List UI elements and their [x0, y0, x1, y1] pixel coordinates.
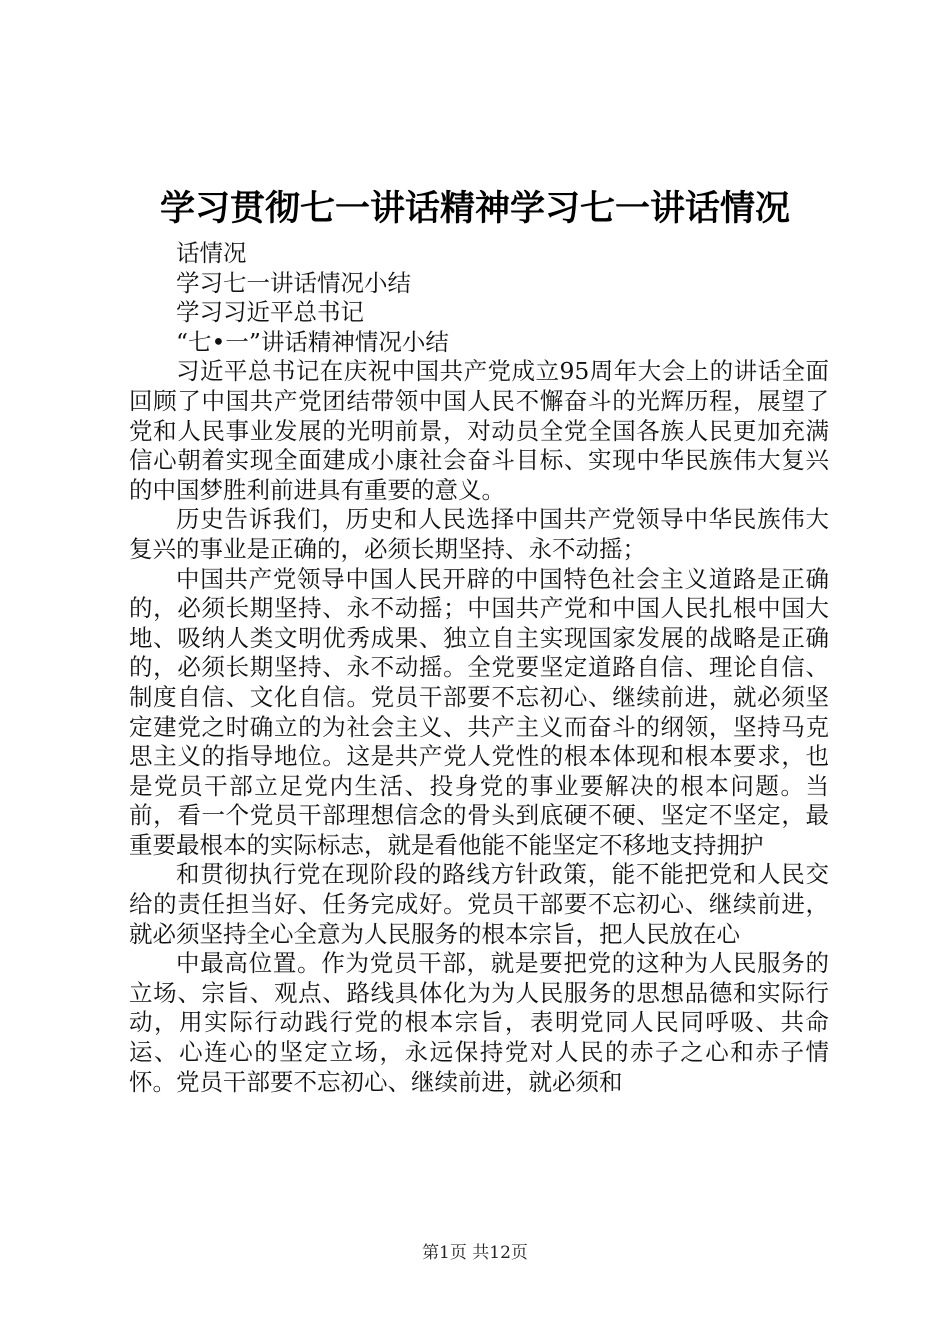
document-title: 学习贯彻七一讲话精神学习七一讲话情况: [159, 188, 790, 229]
paragraph: 中国共产党领导中国人民开辟的中国特色社会主义道路是正确的，必须长期坚持、永不动摇；中国共产党和中国人民扎根中国大地、吸纳人类文明优秀成果、独立自主实现国家发展的战略是正确的，必须长期坚持、永不动摇。全党要坚定道路自信、理论自信、制度自信、文化自信。党员干部要不忘初心、继续前进，就必须坚定建党之时确立的为社会主义、共产主义而奋斗的纲领，坚持马克思主义的指导地位。这是共产党人党性的根本体现和根本要求，也是党员干部立足党内生活、投身党的事业要解决的根本问题。当前，看一个党员干部理想信念的骨头到底硬不硬、坚定不坚定，最重要最根本的实际标志，就是看他能不能坚定不移地支持拥护: [129, 564, 829, 859]
paragraph: 历史告诉我们，历史和人民选择中国共产党领导中华民族伟大复兴的事业是正确的，必须长期坚持、永不动摇；: [129, 505, 829, 563]
document-body: [129, 239, 829, 1097]
paragraph: 话情况: [176, 239, 247, 267]
paragraph: 中最高位置。作为党员干部，就是要把党的这种为人民服务的立场、宗旨、观点、路线具体化为为人民服务的思想品德和实际行动，用实际行动践行党的根本宗旨，表明党同人民同呼吸、共命运、心连心的坚定立场，永远保持党对人民的赤子之心和赤子情怀。党员干部要不忘初心、继续前进，就必须和: [129, 949, 829, 1096]
page-footer: 第1页 共12页: [422, 1243, 528, 1263]
paragraph: 习近平总书记在庆祝中国共产党成立95周年大会上的讲话全面回顾了中国共产党团结带领中国人民不懈奋斗的光辉历程，展望了党和人民事业发展的光明前景，对动员全党全国各族人民更加充满信心朝着实现全面建成小康社会奋斗目标、实现中华民族伟大复兴的中国梦胜利前进具有重要的意义。: [129, 357, 829, 504]
paragraph: “七•一”讲话精神情况小结: [176, 327, 449, 356]
paragraph: 学习七一讲话情况小结: [176, 268, 411, 297]
paragraph: 学习习近平总书记: [176, 298, 364, 327]
paragraph: 和贯彻执行党在现阶段的路线方针政策，能不能把党和人民交给的责任担当好、任务完成好。党员干部要不忘初心、继续前进，就必须坚持全心全意为人民服务的根本宗旨，把人民放在心: [129, 860, 829, 948]
